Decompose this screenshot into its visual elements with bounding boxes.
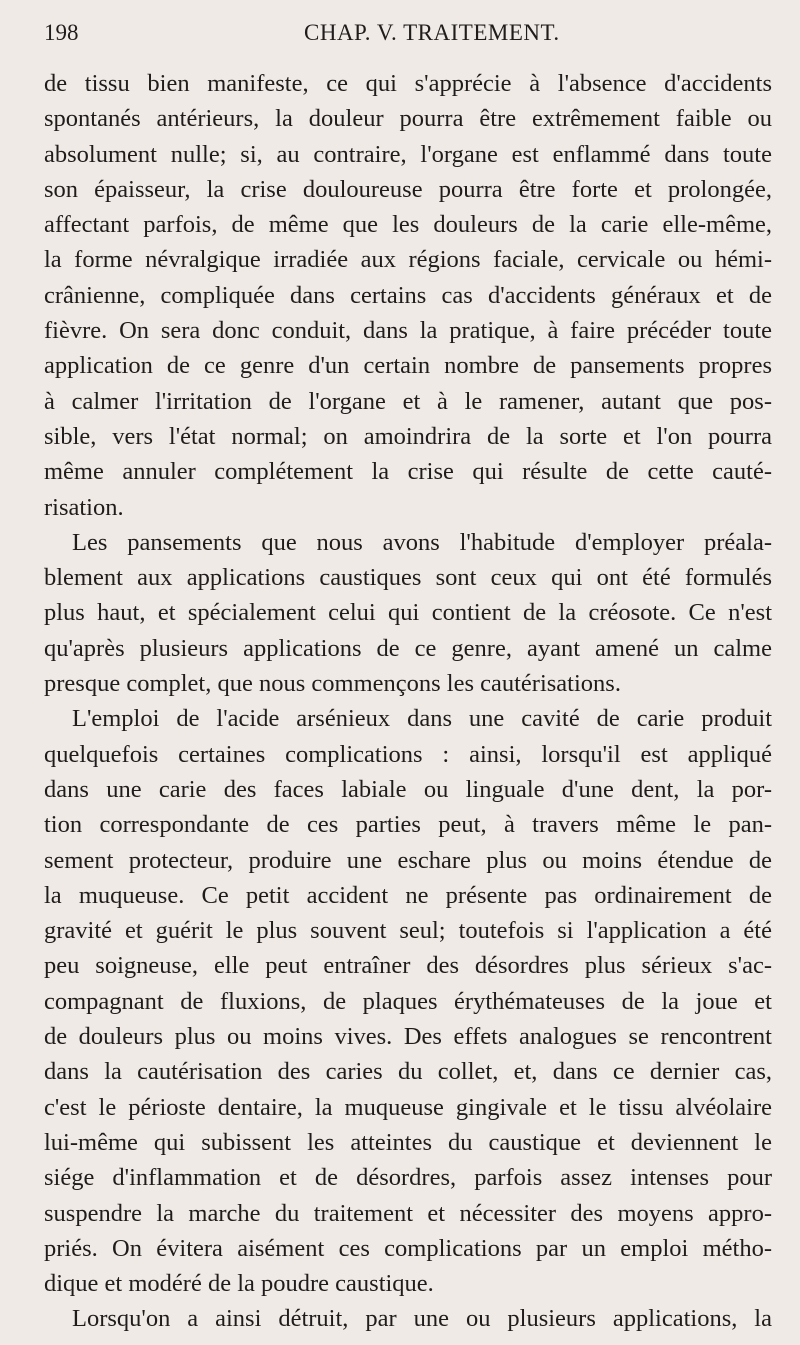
text-line: de tissu bien manifeste, ce qui s'apprécie à l'absence d'accidents xyxy=(44,70,772,97)
text-line: son épaisseur, la crise douloureuse pourra être forte et prolongée, xyxy=(44,175,772,203)
text-line: dans la cautérisation des caries du collet, et, dans ce dernier cas, xyxy=(44,1058,772,1086)
text-line: tion correspondante de ces parties peut, à travers même le pan- xyxy=(44,811,772,839)
text-line: sible, vers l'état normal; on amoindrira de la sorte et l'on pourra xyxy=(44,422,772,450)
body-text xyxy=(44,66,772,1337)
text-line: même annuler complétement la crise qui résulte de cette cauté- xyxy=(44,458,772,486)
page-number: 198 xyxy=(44,20,79,45)
text-line: presque complet, que nous commençons les cautérisations. xyxy=(44,670,621,698)
text-line: la forme névralgique irradiée aux régions faciale, cervicale ou hémi- xyxy=(44,246,772,274)
text-line: suspendre la marche du traitement et nécessiter des moyens appro- xyxy=(44,1199,772,1227)
text-line: spontanés antérieurs, la douleur pourra être extrêmement faible ou xyxy=(44,105,772,133)
text-line: L'emploi de l'acide arsénieux dans une cavité de carie produit xyxy=(72,705,772,733)
text-line: affectant parfois, de même que les douleurs de la carie elle-même, xyxy=(44,211,772,239)
text-line: Lorsqu'on a ainsi détruit, par une ou plusieurs applications, la xyxy=(72,1305,772,1333)
page-header xyxy=(44,20,780,50)
text-line: siége d'inflammation et de désordres, parfois assez intenses pour xyxy=(44,1164,772,1192)
text-line: la muqueuse. Ce petit accident ne présente pas ordinairement de xyxy=(44,881,772,909)
text-line: Les pansements que nous avons l'habitude d'employer préala- xyxy=(72,528,772,556)
text-line: fièvre. On sera donc conduit, dans la pratique, à faire précéder toute xyxy=(44,317,772,345)
text-line: crânienne, compliquée dans certains cas d'accidents généraux et de xyxy=(44,281,772,309)
text-line: à calmer l'irritation de l'organe et à le ramener, autant que pos- xyxy=(44,387,772,415)
text-line: application de ce genre d'un certain nombre de pansements propres xyxy=(44,352,772,380)
text-line: dans une carie des faces labiale ou linguale d'une dent, la por- xyxy=(44,775,772,803)
text-line: quelquefois certaines complications : ainsi, lorsqu'il est appliqué xyxy=(44,740,772,768)
text-line: gravité et guérit le plus souvent seul; toutefois si l'application a été xyxy=(44,917,772,945)
text-line: de douleurs plus ou moins vives. Des effets analogues se rencontrent xyxy=(44,1023,772,1051)
text-line: lui-même qui subissent les atteintes du caustique et deviennent le xyxy=(44,1128,772,1156)
text-line: absolument nulle; si, au contraire, l'organe est enflammé dans toute xyxy=(44,140,772,168)
text-line: dique et modéré de la poudre caustique. xyxy=(44,1270,434,1298)
text-line: priés. On évitera aisément ces complications par un emploi métho- xyxy=(44,1234,772,1262)
text-line: sement protecteur, produire une eschare plus ou moins étendue de xyxy=(44,846,772,874)
text-line: c'est le périoste dentaire, la muqueuse gingivale et le tissu alvéolaire xyxy=(44,1093,772,1121)
text-line: blement aux applications caustiques sont ceux qui ont été formulés xyxy=(44,564,772,592)
text-line: compagnant de fluxions, de plaques érythémateuses de la joue et xyxy=(44,987,772,1015)
text-line: peu soigneuse, elle peut entraîner des désordres plus sérieux s'ac- xyxy=(44,952,772,980)
text-line: qu'après plusieurs applications de ce genre, ayant amené un calme xyxy=(44,634,772,662)
running-title: CHAP. V. TRAITEMENT. xyxy=(304,20,560,45)
text-line: risation. xyxy=(44,493,124,521)
text-line: plus haut, et spécialement celui qui contient de la créosote. Ce n'est xyxy=(44,599,772,627)
